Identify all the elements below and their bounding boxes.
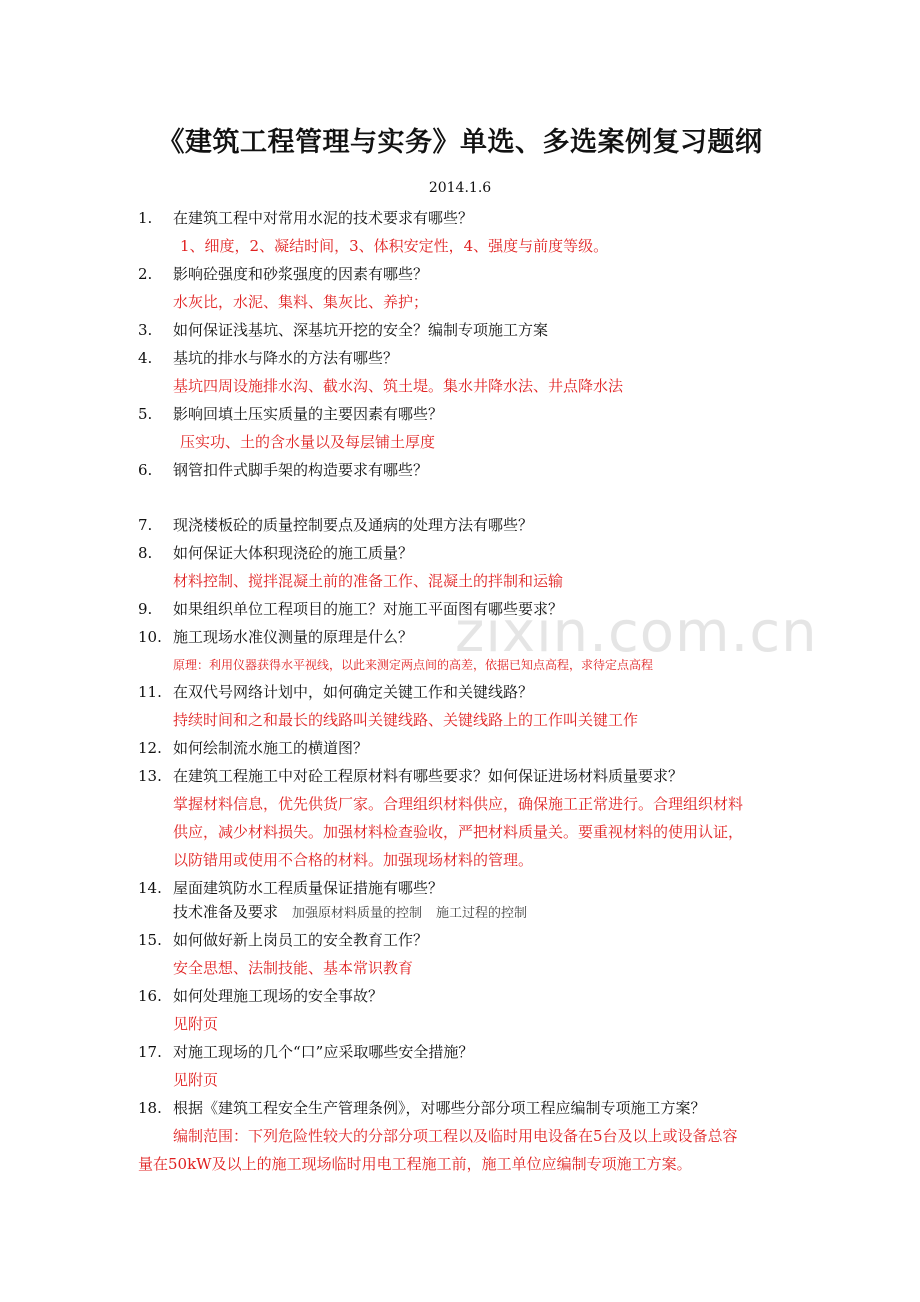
- item-number: 12.: [138, 739, 162, 757]
- answer-sub-note: 加强原材料质量的控制: [292, 906, 423, 921]
- answer-text: 压实功、土的含水量以及每层铺土厚度: [180, 433, 436, 451]
- answer-text: 材料控制、搅拌混凝土前的准备工作、混凝土的拌制和运输: [173, 572, 564, 590]
- answer-text-line: 以防错用或使用不合格的材料。加强现场材料的管理。: [173, 851, 534, 869]
- item-number: 2.: [138, 265, 153, 283]
- item-number: 14.: [138, 879, 162, 897]
- question-text: 在建筑工程施工中对砼工程原材料有哪些要求？如何保证进场材料质量要求？: [173, 767, 684, 785]
- item-number: 10.: [138, 628, 162, 646]
- question-text: 如何处理施工现场的安全事故？: [173, 987, 384, 1005]
- document-date: 2014.1.6: [428, 180, 492, 196]
- watermark: zixin.com.cn: [455, 600, 818, 665]
- answer-text: 见附页: [173, 1071, 219, 1089]
- question-text: 影响砼强度和砂浆强度的因素有哪些？: [173, 265, 429, 283]
- item-number: 8.: [138, 544, 153, 562]
- answer-text: 基坑四周设施排水沟、截水沟、筑土堤。集水井降水法、井点降水法: [173, 377, 624, 395]
- answer-text: 水灰比，水泥、集料、集灰比、养护；: [173, 293, 429, 311]
- answer-text: 持续时间和之和最长的线路叫关键线路、关键线路上的工作叫关键工作: [173, 711, 639, 729]
- item-number: 7.: [138, 516, 153, 534]
- item-number: 5.: [138, 405, 153, 423]
- item-number: 3.: [138, 321, 153, 339]
- answer-sub-text: 技术准备及要求: [173, 903, 279, 921]
- question-text: 施工现场水准仪测量的原理是什么？: [173, 628, 414, 646]
- item-number: 6.: [138, 461, 153, 479]
- item-number: 17.: [138, 1043, 162, 1061]
- question-text: 如何做好新上岗员工的安全教育工作？: [173, 931, 429, 949]
- question-text: 基坑的排水与降水的方法有哪些？: [173, 349, 399, 367]
- answer-text-line: 掌握材料信息，优先供货厂家。合理组织材料供应，确保施工正常进行。合理组织材料: [173, 795, 744, 813]
- item-number: 15.: [138, 931, 162, 949]
- question-text: 在建筑工程中对常用水泥的技术要求有哪些？: [173, 209, 474, 227]
- question-text: 影响回填土压实质量的主要因素有哪些？: [173, 405, 444, 423]
- answer-text: 见附页: [173, 1015, 219, 1033]
- question-text: 如何保证浅基坑、深基坑开挖的安全？编制专项施工方案: [173, 321, 549, 339]
- question-text: 屋面建筑防水工程质量保证措施有哪些？: [173, 879, 444, 897]
- question-text: 钢管扣件式脚手架的构造要求有哪些？: [173, 461, 429, 479]
- item-number: 18.: [138, 1099, 162, 1117]
- question-text: 如何绘制流水施工的横道图？: [173, 739, 369, 757]
- question-text: 对施工现场的几个“口”应采取哪些安全措施？: [173, 1043, 474, 1061]
- question-text: 如果组织单位工程项目的施工？对施工平面图有哪些要求？: [173, 600, 564, 618]
- answer-text: 安全思想、法制技能、基本常识教育: [173, 959, 414, 977]
- answer-text-line: 量在50kW及以上的施工现场临时用电工程施工前，施工单位应编制专项施工方案。: [138, 1155, 692, 1173]
- answer-sub-note: 施工过程的控制: [436, 906, 528, 921]
- item-number: 13.: [138, 767, 162, 785]
- document-title: 《建筑工程管理与实务》单选、多选案例复习题纲: [157, 127, 763, 158]
- answer-text-line: 供应，减少材料损失。加强材料检查验收，严把材料质量关。要重视材料的使用认证，: [173, 823, 744, 841]
- item-number: 1.: [138, 209, 153, 227]
- answer-text-line: 编制范围：下列危险性较大的分部分项工程以及临时用电设备在5台及以上或设备总容: [173, 1127, 738, 1145]
- question-text: 在双代号网络计划中，如何确定关键工作和关键线路？: [173, 683, 534, 701]
- question-text: 根据《建筑工程安全生产管理条例》，对哪些分部分项工程应编制专项施工方案？: [173, 1099, 706, 1117]
- item-number: 4.: [138, 349, 153, 367]
- item-number: 9.: [138, 600, 153, 618]
- item-number: 16.: [138, 987, 162, 1005]
- question-text: 如何保证大体积现浇砼的施工质量？: [173, 544, 414, 562]
- item-number: 11.: [138, 683, 162, 701]
- answer-text: 1、细度，2、凝结时间，3、体积安定性，4、强度与前度等级。: [180, 237, 609, 255]
- answer-subline: [173, 902, 527, 924]
- question-text: 现浇楼板砼的质量控制要点及通病的处理方法有哪些？: [173, 516, 534, 534]
- answer-text: 原理：利用仪器获得水平视线，以此来测定两点间的高差，依据已知点高程，求待定点高程: [173, 658, 654, 672]
